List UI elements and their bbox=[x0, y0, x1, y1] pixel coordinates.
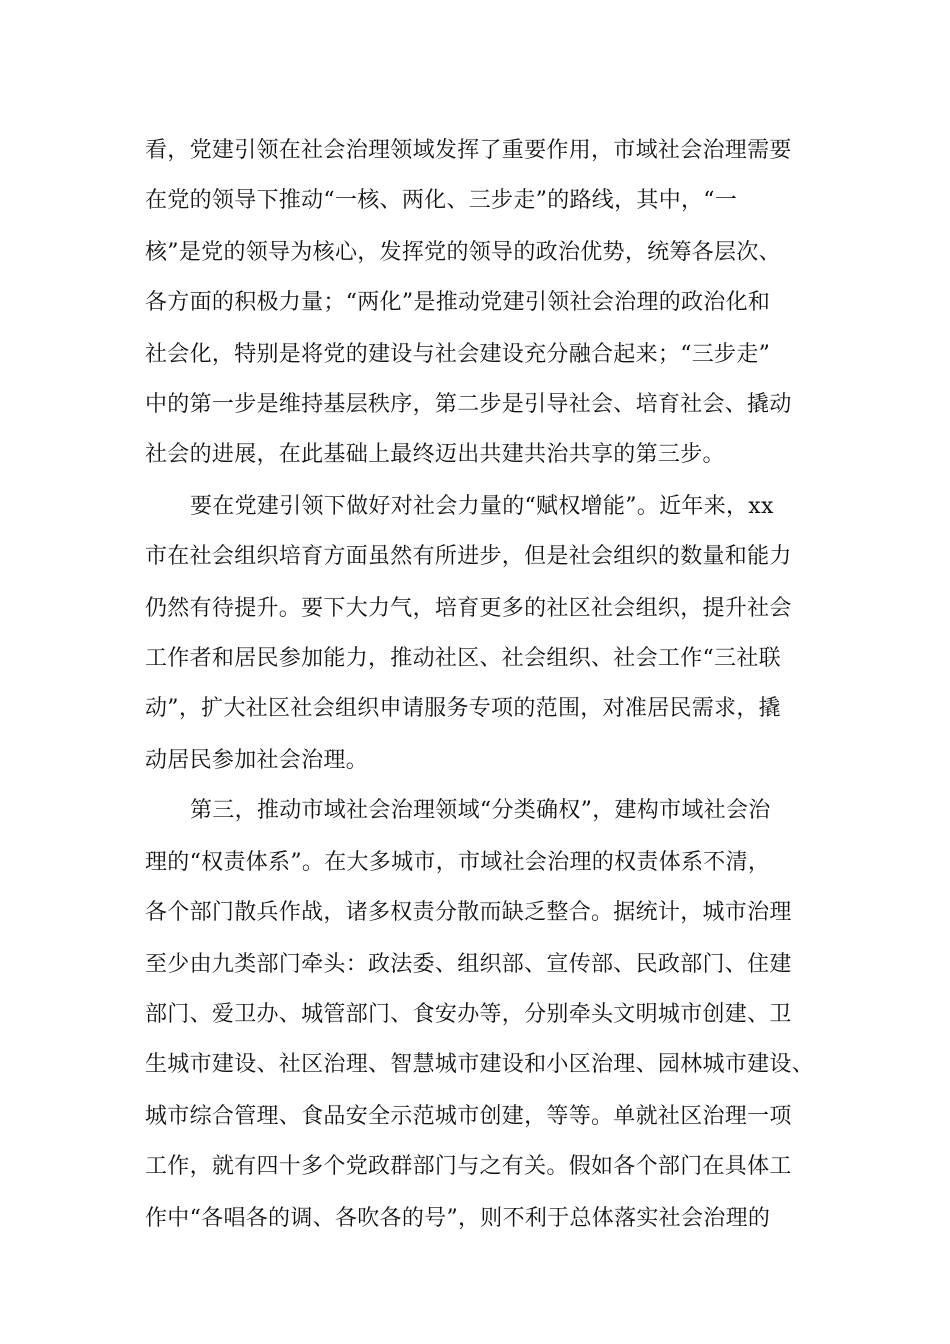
text-line: 至少由九类部门牵头：政法委、组织部、宣传部、民政部门、住建 bbox=[145, 952, 792, 977]
text-line: 中的第一步是维持基层秩序，第二步是引导社会、培育社会、撬动 bbox=[145, 392, 792, 417]
text-line: 生城市建设、社区治理、智慧城市建设和小区治理、园林城市建设、 bbox=[145, 1052, 815, 1077]
text-line: 动”，扩大社区社会组织申请服务专项的范围，对准居民需求，撬 bbox=[145, 696, 781, 721]
text-line: 看，党建引领在社会治理领域发挥了重要作用，市域社会治理需要 bbox=[145, 138, 792, 163]
text-line: 社会化，特别是将党的建设与社会建设充分融合起来；“三步走” bbox=[145, 342, 771, 367]
text-line: 作中“各唱各的调、各吹各的号”，则不利于总体落实社会治理的 bbox=[145, 1206, 771, 1231]
text-line: 社会的进展，在此基础上最终迈出共建共治共享的第三步。 bbox=[145, 442, 725, 467]
text-line: 在党的领导下推动“一核、两化、三步走”的路线，其中，“一 bbox=[145, 188, 738, 213]
text-line: 核”是党的领导为核心，发挥党的领导的政治优势，统筹各层次、 bbox=[145, 240, 781, 265]
text-line: 理的“权责体系”。在大多城市，市域社会治理的权责体系不清， bbox=[145, 850, 771, 875]
paragraph-first-line: 第三，推动市域社会治理领域“分类确权”，建构市域社会治 bbox=[190, 798, 771, 823]
text-line: 动居民参加社会治理。 bbox=[145, 748, 369, 773]
text-line: 各个部门散兵作战，诸多权责分散而缺乏整合。据统计，城市治理 bbox=[145, 900, 792, 925]
text-line: 城市综合管理、食品安全示范城市创建，等等。单就社区治理一项 bbox=[145, 1104, 792, 1129]
text-line: 工作，就有四十多个党政群部门与之有关。假如各个部门在具体工 bbox=[145, 1154, 792, 1179]
text-line: 各方面的积极力量；“两化”是推动党建引领社会治理的政治化和 bbox=[145, 290, 771, 315]
text-line: 部门、爱卫办、城管部门、食安办等，分别牵头文明城市创建、卫 bbox=[145, 1002, 792, 1027]
paragraph-first-line: 要在党建引领下做好对社会力量的“赋权增能”。近年来，xx bbox=[190, 494, 774, 519]
text-line: 市在社会组织培育方面虽然有所进步，但是社会组织的数量和能力 bbox=[145, 544, 792, 569]
text-line: 仍然有待提升。要下大力气，培育更多的社区社会组织，提升社会 bbox=[145, 596, 792, 621]
text-line: 工作者和居民参加能力，推动社区、社会组织、社会工作“三社联 bbox=[145, 646, 781, 671]
